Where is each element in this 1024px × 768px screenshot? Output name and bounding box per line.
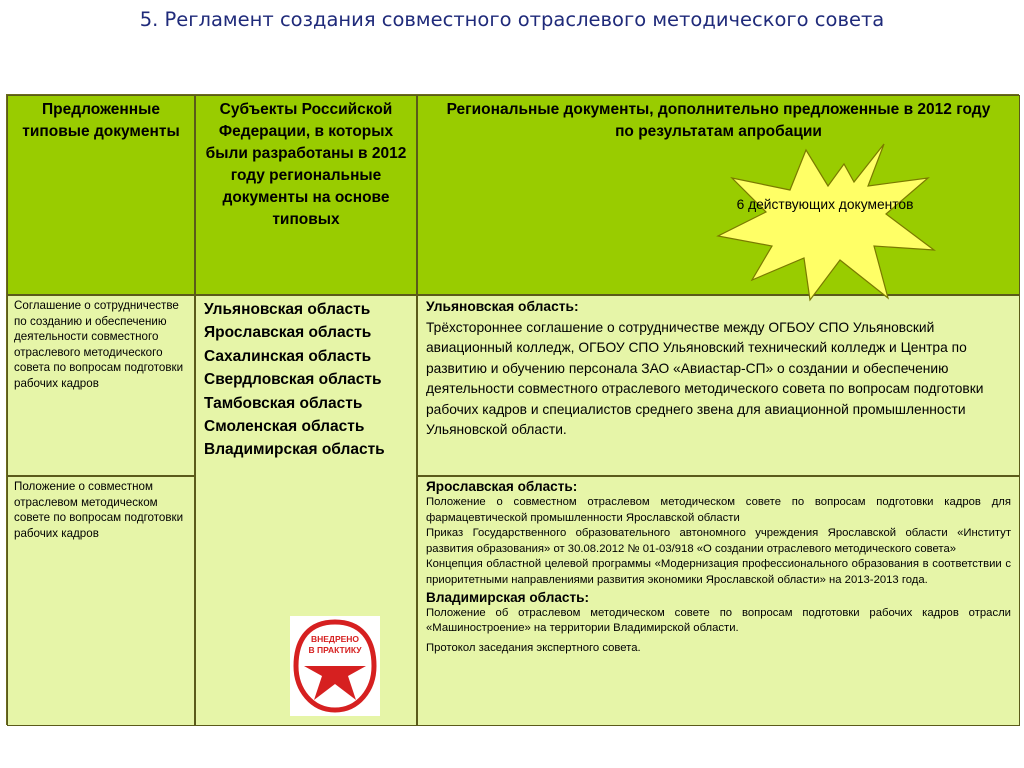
header-regional-docs: Региональные документы, дополнительно предложенные в 2012 году по результатам апробации xyxy=(417,95,1020,295)
badge-line1: ВНЕДРЕНО xyxy=(310,634,360,644)
region-item: Владимирская область xyxy=(204,441,385,459)
yaroslavl-doc: Концепция областной целевой программы «Модернизация профессионального образования в соответствии с приоритетными направлениями развития экономики Ярославской области» на 2013-2013 года. xyxy=(426,558,1011,586)
starburst-text: 6 действующих документов xyxy=(736,197,914,212)
yaroslavl-heading: Ярославская область: xyxy=(426,479,578,494)
region-item: Тамбовская область xyxy=(204,394,363,412)
implemented-badge xyxy=(290,616,380,716)
region-item: Ульяновская область xyxy=(204,301,371,318)
page-title: 5. Регламент создания совместного отраслевого методического совета xyxy=(139,8,885,31)
ulyanovsk-heading: Ульяновская область: xyxy=(426,299,579,314)
vladimir-doc: Положение об отраслевом методическом совете по вопросам подготовки рабочих кадров отрасли «Машиностроение» на территории Владимирской области. xyxy=(426,606,1011,635)
quality-mark-icon xyxy=(290,616,380,716)
region-item: Свердловская область xyxy=(204,371,382,389)
badge-line2: В ПРАКТИКУ xyxy=(308,645,362,655)
starburst-icon xyxy=(714,142,936,302)
starburst-callout xyxy=(714,142,936,302)
region-item: Смоленская область xyxy=(204,418,365,436)
vladimir-doc: Протокол заседания экспертного совета. xyxy=(426,641,641,654)
yaroslavl-doc: Приказ Государственного образовательного автономного учреждения Ярославской области «Институт развития образования» от 30.08.2012 № 01-03/918 «О создании отраслевого методического совета» xyxy=(426,527,1011,555)
vladimir-heading: Владимирская область: xyxy=(426,589,590,605)
region-item: Сахалинская область xyxy=(204,347,372,365)
yaroslavl-vladimir-docs xyxy=(417,476,1020,726)
ulyanovsk-text: Трёхстороннее соглашение о сотрудничестве между ОГБОУ СПО Ульяновский авиационный колледж, ОГБОУ СПО Ульяновский технический колледж и Центра по развитию и обучению персонала ЗАО «Авиастар-СП» о создании и обеспечению деятельности совместного отраслевого методического совета по вопросам подготовки рабочих кадров и специалистов среднего звена для авиационной промышленности Ульяновской области. xyxy=(426,319,984,437)
yaroslavl-doc: Положение о совместном отраслевом методическом совете по вопросам подготовки кадров для фармацевтической промышленности Ярославской области xyxy=(426,496,1011,524)
header-typical-docs: Предложенные типовые документы xyxy=(7,95,195,295)
typical-doc-regulation: Положение о совместном отраслевом методическом совете по вопросам подготовки рабочих кадров xyxy=(7,476,195,726)
header-subjects: Субъекты Российской Федерации, в которых были разработаны в 2012 году региональные документы на основе типовых xyxy=(195,95,417,295)
ulyanovsk-docs xyxy=(417,295,1020,476)
typical-doc-agreement: Соглашение о сотрудничестве по созданию и обеспечению деятельности совместного отраслевого методического совета по вопросам подготовки рабочих кадров xyxy=(7,295,195,476)
region-item: Ярославская область xyxy=(204,324,372,342)
